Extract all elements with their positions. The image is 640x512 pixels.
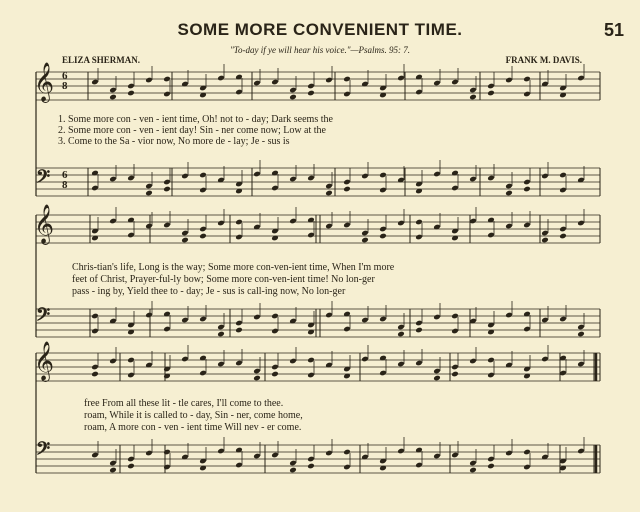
note-head — [415, 327, 423, 334]
treble-clef-icon: 𝄞 — [34, 343, 55, 380]
note-head — [145, 190, 153, 197]
lyric-line: pass - ing by, Yield thee to - day; Je - sus is call-ing now, No lon-ger — [72, 286, 346, 297]
note-head — [397, 331, 405, 338]
lyric-line: feet of Christ, Prayer-ful-ly bow; Some more con-ven-ient time! No lon-ger — [72, 274, 375, 285]
note-head — [307, 463, 315, 470]
time-signature-treble — [62, 71, 68, 91]
note-head — [469, 94, 477, 101]
epigraph: "To-day if ye will hear his voice."—Psalms. 95: 7. — [230, 45, 410, 55]
note-head — [541, 237, 549, 244]
note-head — [235, 327, 243, 334]
page-title: SOME MORE CONVENIENT TIME. — [177, 20, 463, 39]
time-bottom: 8 — [62, 179, 68, 191]
note-head — [127, 463, 135, 470]
note-head — [487, 463, 495, 470]
note-head — [523, 186, 531, 193]
lyric-line: 3. Come to the Sa - vior now, No more de - lay; Je - sus is — [58, 136, 290, 147]
lyricist-credit: ELIZA SHERMAN. — [62, 55, 141, 65]
lyric-line: free From all these lit - tle cares, I'll come to thee. — [84, 398, 284, 409]
note-head — [289, 94, 297, 101]
bass-clef-icon: 𝄢 — [36, 166, 51, 191]
note-head — [361, 237, 369, 244]
page-number: 51 — [603, 20, 624, 40]
time-bottom: 8 — [62, 80, 68, 92]
note-head — [307, 90, 315, 97]
treble-clef-icon: 𝄞 — [34, 206, 55, 243]
lyric-line: 2. Some more con - ven - ient day! Sin - ner come now; Low at the — [58, 125, 326, 136]
lyric-line: 1. Some more con - ven - ient time, Oh! not to - day; Dark seems the — [58, 114, 333, 125]
note-head — [559, 233, 567, 240]
note-head — [199, 233, 207, 240]
treble-clef-icon: 𝄞 — [34, 64, 55, 101]
note-head — [289, 467, 297, 474]
note-head — [217, 331, 225, 338]
note-head — [505, 190, 513, 197]
note-head — [127, 90, 135, 97]
note-head — [577, 331, 585, 338]
note-head — [343, 186, 351, 193]
lyric-line: Chris-tian's life, Long is the way; Some more con-ven-ient time, When I'm more — [72, 262, 395, 273]
bass-clef-icon: 𝄢 — [36, 304, 51, 329]
time-top: 6 — [62, 70, 68, 82]
note-head — [379, 233, 387, 240]
note-head — [181, 237, 189, 244]
note-head — [253, 375, 261, 382]
time-top: 6 — [62, 169, 68, 181]
note-head — [109, 467, 117, 474]
lyric-line: roam, A more con - ven - ient time Will nev - er come. — [84, 422, 302, 433]
note-head — [451, 371, 459, 378]
note-head — [163, 186, 171, 193]
note-head — [91, 371, 99, 378]
note-head — [433, 375, 441, 382]
note-head — [325, 190, 333, 197]
note-head — [271, 371, 279, 378]
time-signature-bass — [62, 170, 68, 190]
bass-clef-icon: 𝄢 — [36, 438, 51, 463]
lyric-line: roam, While it is called to - day, Sin - ner, come home, — [84, 410, 303, 421]
note-head — [469, 467, 477, 474]
composer-credit: FRANK M. DAVIS. — [505, 55, 582, 65]
note-head — [487, 90, 495, 97]
note-head — [109, 94, 117, 101]
